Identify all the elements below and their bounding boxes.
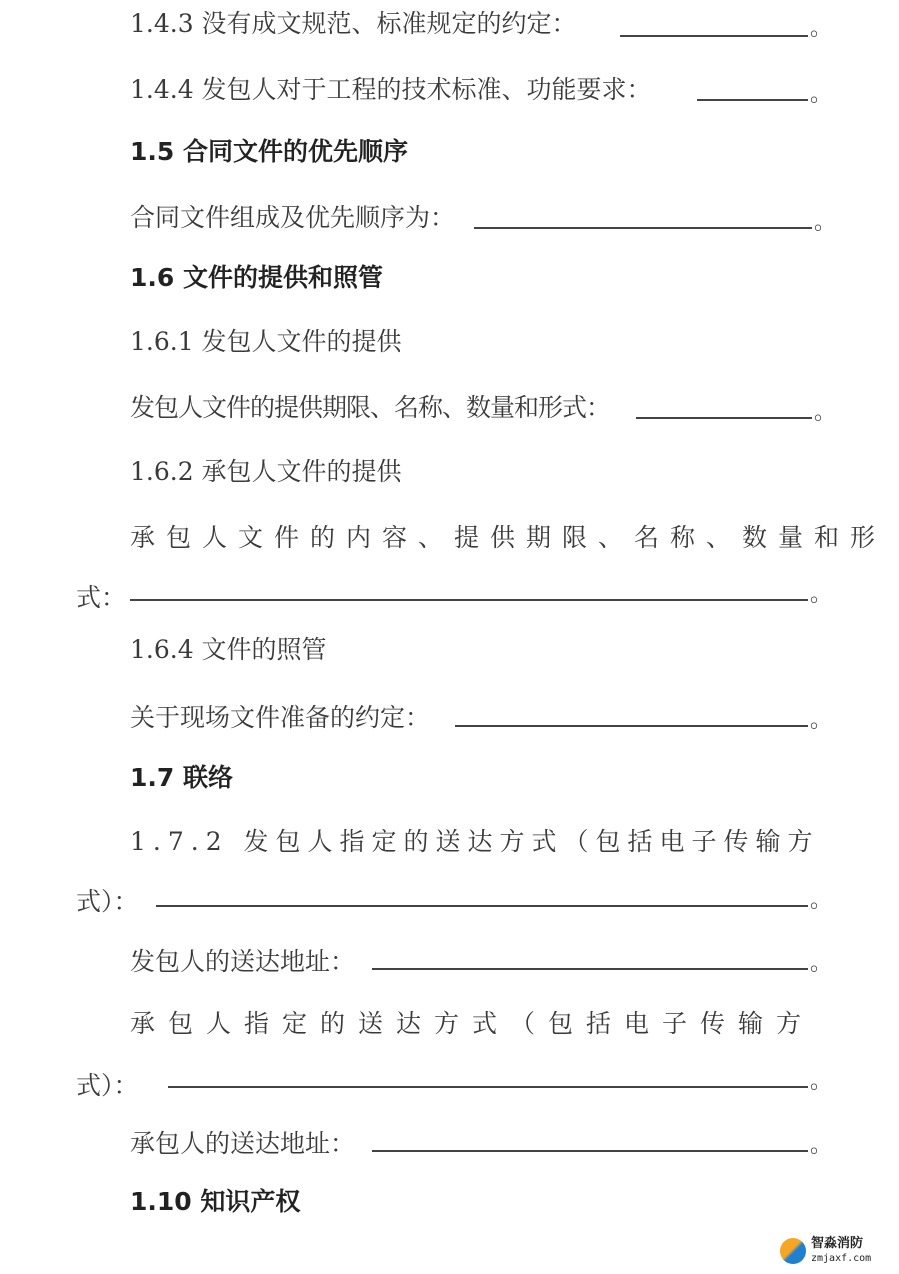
- blank-field-1-7-2-method[interactable]: [156, 905, 808, 907]
- period: 。: [810, 888, 833, 913]
- clause-1-6-2: 1.6.2 承包人文件的提供: [130, 457, 402, 486]
- clause-1-6-2-body-cont: 式：: [76, 583, 127, 612]
- blank-field-1-6-2[interactable]: [130, 599, 808, 601]
- blank-field-1-4-3[interactable]: [620, 35, 808, 37]
- section-heading-1-5: 1.5 合同文件的优先顺序: [130, 137, 408, 166]
- clause-1-6-1-body: 发包人文件的提供期限、名称、数量和形式：: [130, 393, 611, 422]
- blank-field-contractor-method[interactable]: [168, 1086, 808, 1088]
- period: 。: [810, 951, 833, 976]
- period: 。: [810, 1133, 833, 1158]
- clause-employer-address: 发包人的送达地址：: [130, 947, 356, 976]
- blank-field-1-6-1[interactable]: [636, 417, 812, 419]
- clause-1-6-1: 1.6.1 发包人文件的提供: [130, 327, 402, 356]
- clause-1-6-2-body: 承包人文件的内容、提供期限、名称、数量和形: [130, 523, 887, 552]
- blank-field-1-4-4[interactable]: [697, 99, 808, 101]
- period: 。: [810, 82, 833, 107]
- clause-1-7-2-cont: 式）：: [76, 887, 139, 916]
- clause-1-6-4-body: 关于现场文件准备的约定：: [130, 703, 431, 732]
- watermark-name: 智淼消防: [811, 1236, 864, 1251]
- clause-contractor-method-cont: 式）：: [76, 1071, 139, 1100]
- period: 。: [810, 708, 833, 733]
- period: 。: [814, 210, 837, 235]
- period: 。: [810, 582, 833, 607]
- period: 。: [814, 400, 837, 425]
- clause-1-4-4: 1.4.4 发包人对于工程的技术标准、功能要求：: [130, 75, 652, 104]
- clause-1-6-4: 1.6.4 文件的照管: [130, 635, 327, 664]
- watermark-logo: [780, 1236, 890, 1270]
- blank-field-1-5[interactable]: [474, 227, 812, 229]
- blank-field-1-6-4[interactable]: [455, 725, 808, 727]
- clause-1-4-3: 1.4.3 没有成文规范、标准规定的约定：: [130, 9, 577, 38]
- blank-field-contractor-address[interactable]: [372, 1150, 808, 1152]
- period: 。: [810, 16, 833, 41]
- watermark-url: zmjaxf.com: [811, 1253, 872, 1264]
- brand-logo-icon: [780, 1238, 806, 1264]
- clause-1-5-body: 合同文件组成及优先顺序为：: [130, 203, 456, 232]
- clause-contractor-method: 承包人指定的送达方式（包括电子传输方: [130, 1009, 815, 1038]
- blank-field-employer-address[interactable]: [372, 968, 808, 970]
- section-heading-1-7: 1.7 联络: [130, 763, 233, 792]
- clause-1-7-2: 1.7.2 发包人指定的送达方式（包括电子传输方: [130, 827, 820, 856]
- clause-contractor-address: 承包人的送达地址：: [130, 1129, 356, 1158]
- period: 。: [810, 1069, 833, 1094]
- section-heading-1-6: 1.6 文件的提供和照管: [130, 263, 383, 292]
- section-heading-1-10: 1.10 知识产权: [130, 1187, 301, 1216]
